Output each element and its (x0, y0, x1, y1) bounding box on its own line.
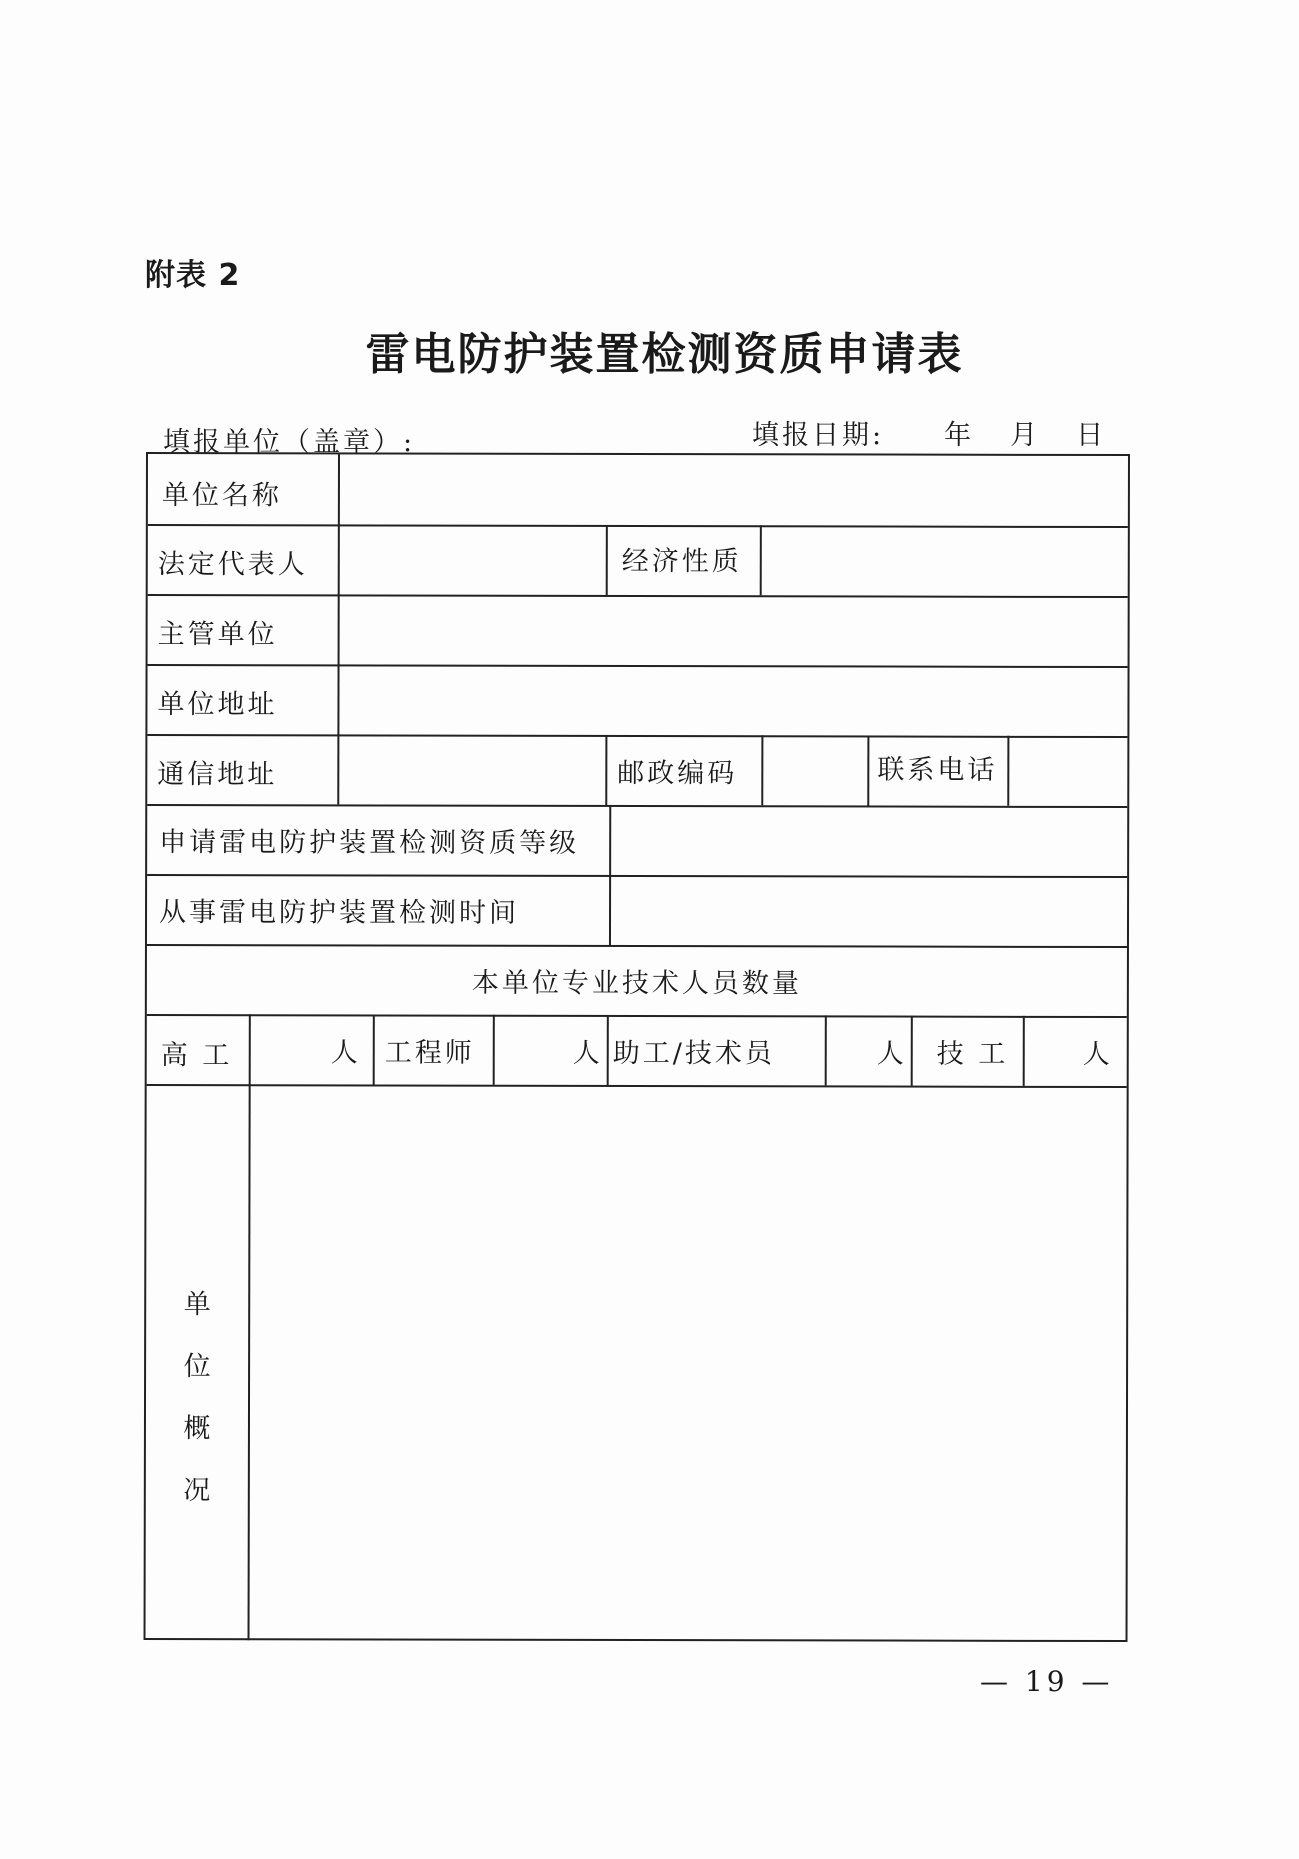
unit-overview-label (146, 1274, 249, 1522)
legal-rep-field[interactable] (340, 526, 604, 593)
supervising-unit-field[interactable] (340, 596, 1126, 664)
staff-heading: 本单位专业技术人员数量 (471, 967, 802, 999)
assistant-unit: 人 (876, 1038, 907, 1070)
technician-count[interactable] (1025, 1018, 1125, 1084)
overview-char-3: 概 (183, 1413, 211, 1445)
economic-nature-field[interactable] (762, 527, 1126, 594)
unit-address-label: 单位地址 (157, 688, 278, 720)
month-label: 月 (1010, 420, 1041, 451)
senior-engineer-label: 高 工 (160, 1039, 233, 1071)
unit-overview-field[interactable] (250, 1086, 1125, 1640)
application-form-table (144, 452, 1130, 1642)
day-label: 日 (1076, 420, 1107, 451)
unit-address-field[interactable] (339, 666, 1125, 734)
engaged-time-field[interactable] (611, 877, 1125, 944)
filling-unit-label: 填报单位（盖章）: (163, 427, 416, 458)
year-label: 年 (944, 420, 975, 451)
unit-name-field[interactable] (340, 456, 1126, 524)
phone-field[interactable] (1009, 738, 1125, 804)
postal-code-field[interactable] (763, 737, 865, 803)
mailing-address-label: 通信地址 (157, 758, 278, 790)
qualification-level-label: 申请雷电防护装置检测资质等级 (159, 826, 580, 859)
phone-label: 联系电话 (877, 754, 998, 786)
engaged-time-label: 从事雷电防护装置检测时间 (159, 896, 520, 929)
engineer-unit: 人 (572, 1037, 603, 1069)
assistant-count[interactable] (827, 1017, 911, 1083)
legal-rep-label: 法定代表人 (157, 548, 308, 580)
form-title: 雷电防护装置检测资质申请表 (365, 329, 964, 380)
economic-nature-label: 经济性质 (621, 545, 742, 577)
engineer-count[interactable] (495, 1017, 605, 1083)
unit-name-label: 单位名称 (161, 479, 282, 511)
mailing-address-field[interactable] (339, 736, 603, 803)
overview-char-1: 单 (183, 1289, 211, 1321)
senior-engineer-count[interactable] (251, 1016, 371, 1082)
annex-label: 附表 2 (145, 258, 241, 293)
senior-engineer-unit: 人 (330, 1036, 361, 1068)
technician-label: 技 工 (936, 1038, 1009, 1070)
assistant-label: 助工/技术员 (612, 1037, 775, 1069)
page-number: — 19 — (980, 1665, 1114, 1698)
engineer-label: 工程师 (384, 1037, 475, 1069)
postal-code-label: 邮政编码 (617, 757, 738, 789)
supervising-unit-label: 主管单位 (157, 618, 278, 650)
technician-unit: 人 (1082, 1038, 1113, 1070)
overview-char-4: 况 (183, 1475, 211, 1507)
filling-date (752, 413, 1106, 452)
filling-date-label: 填报日期: (752, 420, 885, 451)
overview-char-2: 位 (183, 1351, 211, 1383)
qualification-level-field[interactable] (611, 807, 1125, 874)
